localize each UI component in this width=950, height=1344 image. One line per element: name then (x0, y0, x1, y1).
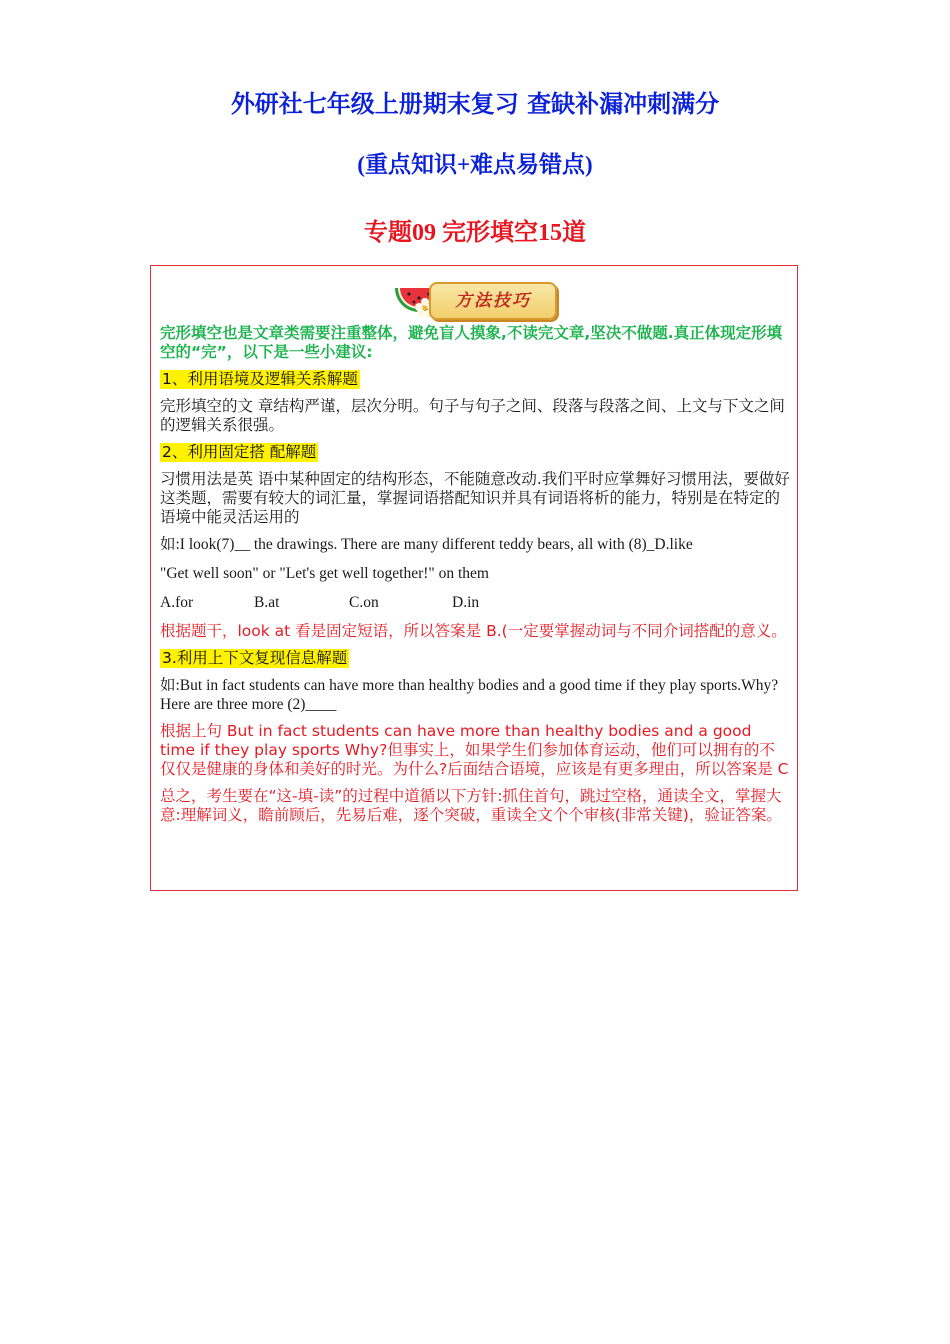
section1-heading: 1、利用语境及逻辑关系解题 (162, 370, 358, 388)
method-badge-plate (429, 282, 557, 320)
method-badge-label: 方法技巧 (455, 291, 531, 311)
section2-heading: 2、利用固定搭 配解题 (162, 443, 317, 461)
section2-answer: 根据题干，look at 看是固定短语，所以答案是 B.(一定要掌握动词与不同介词搭配的意义。 (160, 622, 787, 640)
option-a: A.for (160, 594, 194, 611)
method-tips-box (150, 265, 798, 891)
summary-text: 总之，考生要在“这-填-读”的过程中道循以下方针:抓住首句，跳过空格，通读全文，掌握大意:理解词义，瞻前顾后，先易后难，逐个突破，重读全文个个审核(非常关键)，验证答案。 (160, 787, 782, 824)
section3-heading: 3.利用上下文复现信息解题 (162, 649, 348, 667)
section1-body: 完形填空的文 章结构严谨，层次分明。句子与句子之间、段落与段落之间、上文与下文之间的逻辑关系很强。 (160, 397, 785, 434)
option-c: C.on (349, 594, 379, 611)
section2-example-line2: "Get well soon" or "Let's get well together!" on them (160, 565, 489, 582)
title-line-1: 外研社七年级上册期末复习 查缺补漏冲刺满分 (230, 90, 720, 118)
section3-answer: 根据上句 But in fact students can have more than healthy bodies and a good time if they play sports Why?但事实上，如果学生们参加体育运动，他们可以拥有的不仅仅是健康的身体和美好的时光。为什么?后面结合语境，应该是有更多理由，所以答案是 C (160, 722, 789, 778)
intro-text: 完形填空也是文章类需要注重整体，避免盲人摸象,不读完文章,坚决不做题.真正体现定形填空的“完”，以下是一些小建议: (160, 324, 783, 361)
method-badge (391, 270, 561, 322)
title-line-2: (重点知识+难点易错点) (357, 152, 593, 177)
option-b: B.at (254, 594, 280, 611)
section2-example-line1: 如:I look(7)__ the drawings. There are many different teddy bears, all with (8)_D.like (160, 536, 693, 553)
option-d: D.in (452, 594, 480, 611)
section2-body: 习惯用法是英 语中某种固定的结构形态，不能随意改动.我们平时应掌舞好习惯用法，要做好这类题，需要有较大的词汇量，掌握词语搭配知识并具有词语将析的能力，特别是在特定的语境中能灵活运用的 (160, 470, 790, 526)
topic-title: 专题09 完形填空15道 (364, 220, 586, 246)
section2-options (160, 593, 790, 612)
tips-content (160, 324, 790, 833)
section3-example: 如:But in fact students can have more than healthy bodies and a good time if they play sports.Why? Here are three more (2)____ (160, 677, 779, 713)
